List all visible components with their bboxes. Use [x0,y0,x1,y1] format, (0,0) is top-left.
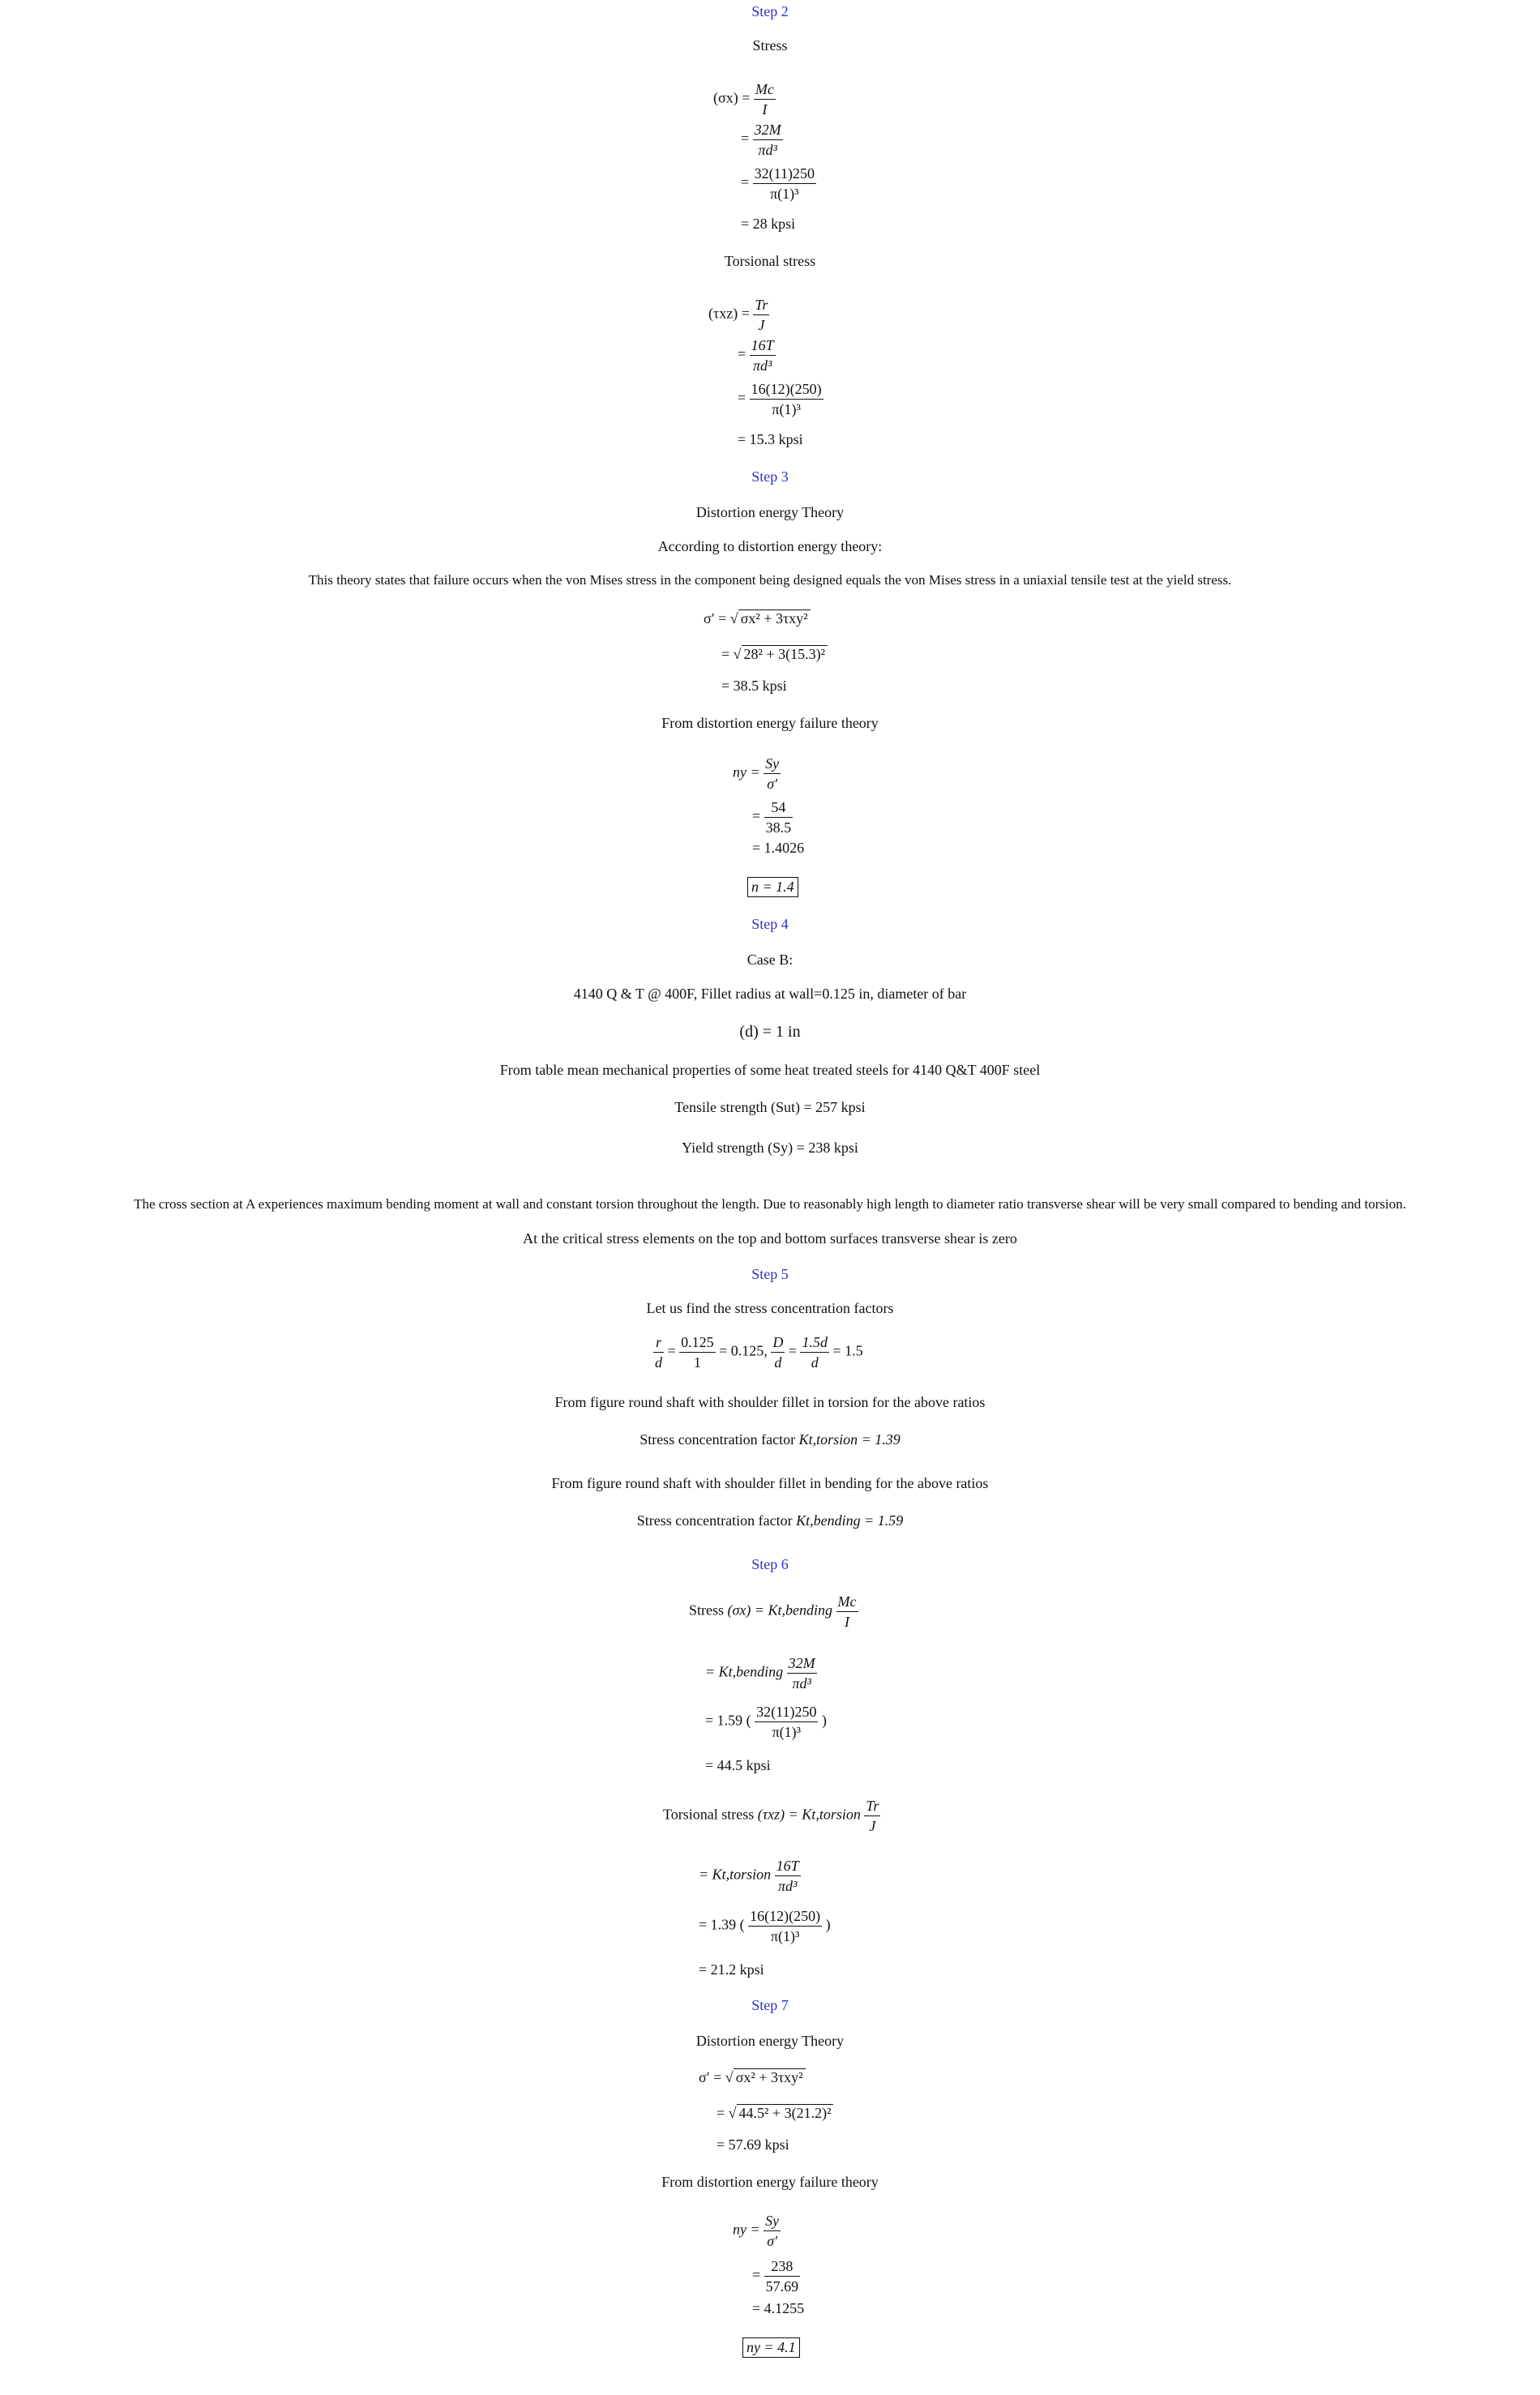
distortion-heading: Distortion energy Theory [695,504,845,520]
sigma-result: = 28 kpsi [741,216,796,232]
von-mises-result-2: = 57.69 kpsi [717,2136,789,2153]
distortion-heading-2: Distortion energy Theory [695,2033,845,2049]
sigma-kt-eq-1: Stress (σx) = Kt,bending $\frac{Mc}{I}$ [689,1593,857,1630]
table-reference: From table mean mechanical properties of some heat treated steels for 4140 Q&T 400F steel [499,1062,1041,1078]
sigma-eq-1: (σx) = $\frac{Mc}{I}$ [713,81,774,118]
cross-section-text: The cross section at A experiences maximum bending moment at wall and constant torsion throughout the length. Due to reasonably high length to diameter ratio transverse shear will be very small compared to bending and torsion. [134,1196,1406,1212]
sigma-kt-eq-2: = Kt,bending $\frac{32M}{\text{πd³}}$ [705,1655,815,1691]
ny-eq-4: = $\frac{238}{57.69}$ [752,2258,799,2294]
ny-result: = 1.4026 [752,840,805,856]
sigma-kt-result: = 44.5 kpsi [705,1757,771,1773]
tau-eq-3: = $\frac{16(12)(250)}{\text{π(1)³}}$ [738,381,822,417]
torsional-stress-label: Torsional stress [724,253,816,269]
diameter-eq: (d) = 1 in [739,1023,801,1041]
theory-statement: This theory states that failure occurs when the von Mises stress in the component being designed equals the von Mises stress in a uniaxial tensile test at the yield stress. [308,572,1232,588]
ny-eq-1: ny = $\frac{Sy}{\sigma'}$ [733,755,780,792]
case-label: Case B: [746,952,794,968]
tensile-strength: Tensile strength (Sut) = 257 kpsi [674,1099,866,1115]
von-mises-sub-2: = √ 44.5² + 3(21.2)² [717,2104,833,2122]
sigma-kt-eq-3: = 1.59 ( $\frac{32(11)250}{\text{π(1)³}}$ ) [705,1704,827,1740]
tau-result: = 15.3 kpsi [738,431,803,447]
ny-eq-3: ny = $\frac{Sy}{\sigma'}$ [733,2213,780,2249]
failure-theory-label: From distortion energy failure theory [661,715,879,731]
step-4-label: Step 4 [751,916,789,932]
stress-label: Stress [752,37,788,53]
tau-eq-2: = $\frac{16T}{\text{πd³}}$ [738,337,774,374]
step-7-label: Step 7 [751,1997,789,2013]
ny-result-2: = 4.1255 [752,2300,805,2316]
sigma-eq-2: = $\frac{32M}{\text{πd³}}$ [741,122,781,158]
von-mises-sub: = √ 28² + 3(15.3)² [721,645,828,663]
tau-eq-1: (τxz) = $\frac{Tr}{J}$ [708,297,768,333]
torsion-figure-ref: From figure round shaft with shoulder fillet in torsion for the above ratios [554,1394,986,1410]
step-5-label: Step 5 [751,1266,789,1282]
tau-kt-eq-1: Torsional stress (τxz) = Kt,torsion $\frac{Tr}{J}$ [663,1798,879,1834]
safety-factor-box: n = 1.4 [747,877,798,897]
step-3-label: Step 3 [751,468,789,485]
critical-elements-text: At the critical stress elements on the top and bottom surfaces transverse shear is zero [523,1230,1017,1247]
safety-factor-box-2: ny = 4.1 [742,2337,800,2358]
tau-kt-result: = 21.2 kpsi [699,1961,764,1978]
tau-kt-eq-3: = 1.39 ( $\frac{16(12)(250)}{\text{π(1)³}}$ ) [699,1908,831,1944]
ratio-eq: $\frac{r}{d}$ = $\frac{0.125}{1}$ = 0.125, $\frac{D}{d}$ = $\frac{1.5d}{d}$ = 1.5 [655,1334,863,1371]
step-2-label: Step 2 [751,3,789,19]
step-6-label: Step 6 [751,1556,789,1572]
bending-figure-ref: From figure round shaft with shoulder fillet in bending for the above ratios [551,1475,989,1491]
sigma-eq-3: = $\frac{32(11)250}{\text{π(1)³}}$ [741,165,815,202]
kt-bending: Stress concentration factor Kt,bending = 1.59 [636,1512,904,1529]
distortion-intro: According to distortion energy theory: [657,538,883,554]
von-mises-eq-2: σ′ = √ σx² + 3τxy² [699,2068,806,2086]
ny-eq-2: = $\frac{54}{38.5}$ [752,799,792,836]
yield-strength: Yield strength (Sy) = 238 kpsi [682,1140,858,1156]
von-mises-eq: σ′ = √ σx² + 3τxy² [704,609,811,627]
von-mises-result: = 38.5 kpsi [721,678,787,694]
failure-theory-label-2: From distortion energy failure theory [661,2174,879,2190]
tau-kt-eq-2: = Kt,torsion $\frac{16T}{\text{πd³}}$ [699,1858,799,1894]
scf-intro: Let us find the stress concentration factors [646,1300,894,1316]
material-desc: 4140 Q & T @ 400F, Fillet radius at wall=0.125 in, diameter of bar [573,986,967,1002]
kt-torsion: Stress concentration factor Kt,torsion = 1.39 [640,1431,900,1448]
